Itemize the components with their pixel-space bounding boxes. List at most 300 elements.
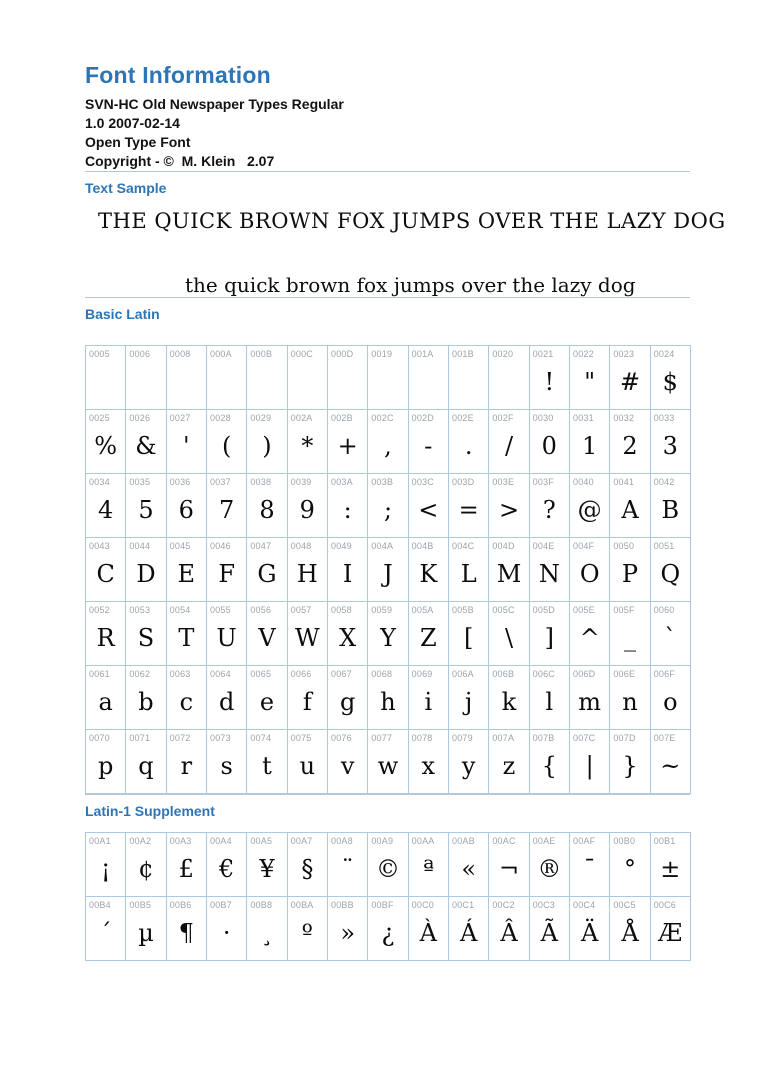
glyph-cell	[449, 346, 489, 410]
glyph: ´	[99, 918, 112, 947]
glyph: J	[383, 559, 393, 588]
glyph: `	[664, 623, 677, 652]
glyph: -	[424, 431, 433, 460]
glyph: p	[97, 751, 114, 780]
glyph-cell	[409, 410, 449, 474]
codepoint-label: 00B1	[653, 836, 676, 846]
glyph-cell	[409, 833, 449, 897]
codepoint-label: 0052	[89, 605, 110, 615]
glyph-cell	[328, 730, 368, 794]
glyph-cell	[247, 897, 287, 961]
glyph-cell	[86, 833, 126, 897]
codepoint-label: 007E	[653, 733, 676, 743]
glyph: ;	[383, 495, 393, 524]
glyph-cell	[368, 346, 408, 410]
glyph-cell	[86, 602, 126, 666]
glyph-cell	[651, 897, 691, 961]
glyph-cell	[368, 474, 408, 538]
glyph	[247, 360, 286, 409]
glyph: j	[464, 687, 473, 716]
glyph: W	[294, 623, 320, 652]
glyph-cell	[368, 602, 408, 666]
codepoint-label: 0038	[250, 477, 272, 487]
glyph: Ã	[540, 918, 558, 947]
glyph-cell	[610, 474, 650, 538]
glyph-cell	[328, 897, 368, 961]
codepoint-label: 0068	[371, 669, 393, 679]
codepoint-label: 00B8	[250, 900, 273, 910]
codepoint-label: 006D	[572, 669, 596, 679]
codepoint-label: 0039	[290, 477, 312, 487]
page-title: Font Information	[85, 62, 271, 88]
glyph: =	[458, 495, 479, 524]
codepoint-label: 0006	[129, 349, 151, 359]
glyph-cell	[247, 410, 287, 474]
codepoint-label: 0078	[411, 733, 433, 743]
glyph: .	[464, 431, 473, 460]
codepoint-label: 0027	[169, 413, 191, 423]
glyph: /	[504, 431, 514, 460]
codepoint-label: 00B7	[209, 900, 232, 910]
glyph-cell	[610, 833, 650, 897]
glyph-cell	[409, 897, 449, 961]
glyph: V	[258, 623, 276, 652]
glyph-cell	[530, 474, 570, 538]
codepoint-label: 0046	[209, 541, 231, 551]
codepoint-label: 002A	[290, 413, 313, 423]
codepoint-label: 0060	[653, 605, 675, 615]
glyph-cell	[570, 410, 610, 474]
glyph: F	[218, 559, 235, 588]
glyph-cell	[489, 897, 529, 961]
glyph: d	[218, 687, 235, 716]
glyph: ¨	[341, 854, 354, 883]
glyph-cell	[570, 833, 610, 897]
codepoint-label: 001A	[411, 349, 434, 359]
codepoint-label: 00AF	[572, 836, 596, 846]
codepoint-label: 007D	[613, 733, 636, 743]
codepoint-label: 0054	[169, 605, 191, 615]
glyph-cell	[449, 474, 489, 538]
glyph-cell	[409, 602, 449, 666]
codepoint-label: 00B6	[169, 900, 192, 910]
codepoint-label: 0074	[250, 733, 272, 743]
codepoint-label: 00AE	[532, 836, 556, 846]
codepoint-label: 0048	[290, 541, 312, 551]
glyph: O	[579, 559, 600, 588]
glyph: (	[221, 431, 232, 460]
glyph: $	[662, 367, 678, 396]
glyph: e	[259, 687, 275, 716]
codepoint-label: 0071	[129, 733, 151, 743]
glyph-cell	[530, 346, 570, 410]
glyph: ¢	[138, 854, 154, 883]
codepoint-label: 0024	[653, 349, 675, 359]
codepoint-label: 006B	[492, 669, 515, 679]
codepoint-label: 002B	[330, 413, 353, 423]
font-meta-block	[85, 95, 690, 171]
basic-latin-grid	[85, 345, 691, 794]
glyph-cell	[489, 410, 529, 474]
codepoint-label: 0025	[89, 413, 110, 423]
codepoint-label: 003E	[492, 477, 515, 487]
codepoint-label: 0063	[169, 669, 191, 679]
glyph-cell	[328, 410, 368, 474]
glyph-cell	[489, 833, 529, 897]
section-divider	[85, 297, 690, 298]
glyph: v	[340, 751, 355, 780]
glyph-cell	[449, 833, 489, 897]
glyph-cell	[126, 897, 166, 961]
glyph: C	[96, 559, 115, 588]
glyph-cell	[570, 474, 610, 538]
glyph: *	[301, 431, 314, 460]
glyph: §	[301, 854, 314, 883]
glyph-cell	[368, 410, 408, 474]
codepoint-label: 002E	[451, 413, 474, 423]
glyph-cell	[328, 346, 368, 410]
codepoint-label: 00C0	[411, 900, 434, 910]
codepoint-label: 000B	[250, 349, 273, 359]
codepoint-label: 0029	[250, 413, 272, 423]
glyph-cell	[207, 602, 247, 666]
glyph-cell	[207, 897, 247, 961]
codepoint-label: 00C3	[532, 900, 555, 910]
glyph-cell	[126, 602, 166, 666]
glyph: a	[98, 687, 113, 716]
glyph-cell	[449, 897, 489, 961]
glyph: º	[301, 918, 313, 947]
glyph: M	[496, 559, 522, 588]
glyph: 9	[299, 495, 315, 524]
codepoint-label: 00A7	[290, 836, 313, 846]
glyph: @	[577, 495, 602, 524]
glyph-cell	[651, 474, 691, 538]
glyph: ·	[222, 918, 231, 947]
codepoint-label: 0064	[209, 669, 231, 679]
glyph: U	[216, 623, 237, 652]
codepoint-label: 004E	[532, 541, 555, 551]
glyph	[449, 360, 488, 409]
glyph-cell	[530, 897, 570, 961]
glyph-cell	[409, 474, 449, 538]
section-heading-latin1-supplement: Latin-1 Supplement	[85, 803, 215, 819]
codepoint-label: 00C6	[653, 900, 676, 910]
glyph-cell	[126, 833, 166, 897]
glyph-cell	[288, 346, 328, 410]
codepoint-label: 0065	[250, 669, 272, 679]
glyph-cell	[167, 730, 207, 794]
glyph	[368, 360, 407, 409]
codepoint-label: 0032	[613, 413, 635, 423]
glyph: #	[619, 367, 641, 396]
codepoint-label: 00AB	[451, 836, 475, 846]
codepoint-label: 0042	[653, 477, 675, 487]
glyph: b	[138, 687, 154, 716]
glyph-cell	[167, 474, 207, 538]
codepoint-label: 00C4	[572, 900, 596, 910]
glyph-cell	[247, 730, 287, 794]
glyph: 7	[219, 495, 235, 524]
font-version: 1.0 2007-02-14	[85, 115, 180, 131]
glyph: 8	[259, 495, 275, 524]
codepoint-label: 000D	[330, 349, 354, 359]
glyph: 5	[138, 495, 154, 524]
glyph-cell	[167, 833, 207, 897]
glyph-cell	[328, 602, 368, 666]
glyph-cell	[167, 897, 207, 961]
glyph-cell	[449, 602, 489, 666]
codepoint-label: 0062	[129, 669, 151, 679]
glyph-cell	[207, 730, 247, 794]
glyph	[328, 360, 367, 409]
glyph-cell	[207, 474, 247, 538]
glyph-cell	[247, 538, 287, 602]
glyph-cell	[126, 538, 166, 602]
glyph: ¶	[178, 918, 194, 947]
glyph-cell	[247, 346, 287, 410]
glyph-cell	[328, 474, 368, 538]
codepoint-label: 00B5	[129, 900, 152, 910]
glyph-cell	[610, 602, 650, 666]
font-type: Open Type Font	[85, 134, 191, 150]
glyph-cell	[328, 538, 368, 602]
glyph: {	[541, 751, 557, 780]
codepoint-label: 006F	[653, 669, 675, 679]
glyph: ¸	[260, 918, 273, 947]
codepoint-label: 00AA	[411, 836, 435, 846]
glyph-cell	[368, 666, 408, 730]
glyph-cell	[126, 730, 166, 794]
glyph: \	[504, 623, 514, 652]
font-name: SVN-HC Old Newspaper Types Regular	[85, 96, 344, 112]
glyph: L	[460, 559, 477, 588]
glyph: ?	[542, 495, 556, 524]
glyph-cell	[610, 538, 650, 602]
glyph: %	[94, 431, 118, 460]
glyph-cell	[86, 538, 126, 602]
glyph-cell	[207, 410, 247, 474]
codepoint-label: 000C	[290, 349, 313, 359]
codepoint-label: 0008	[169, 349, 191, 359]
glyph: t	[262, 751, 272, 780]
glyph-cell	[651, 602, 691, 666]
sample-uppercase: THE QUICK BROWN FOX JUMPS OVER THE LAZY DOG	[98, 209, 726, 233]
glyph: :	[343, 495, 352, 524]
glyph: 4	[98, 495, 114, 524]
glyph: k	[501, 687, 517, 716]
glyph-cell	[368, 538, 408, 602]
glyph-cell	[288, 897, 328, 961]
glyph: X	[339, 623, 357, 652]
glyph-cell	[207, 833, 247, 897]
glyph: ¬	[498, 854, 520, 883]
glyph: Z	[419, 623, 437, 652]
glyph-cell	[126, 410, 166, 474]
glyph: _	[623, 623, 636, 652]
glyph: 0	[541, 431, 557, 460]
glyph-cell	[570, 666, 610, 730]
codepoint-label: 004D	[492, 541, 515, 551]
glyph-cell	[530, 666, 570, 730]
glyph: h	[380, 687, 396, 716]
codepoint-label: 0076	[330, 733, 352, 743]
codepoint-label: 005B	[451, 605, 474, 615]
glyph-cell	[489, 730, 529, 794]
glyph-cell	[86, 410, 126, 474]
codepoint-label: 0058	[330, 605, 352, 615]
codepoint-label: 0040	[572, 477, 594, 487]
codepoint-label: 00A8	[330, 836, 353, 846]
section-divider	[85, 171, 690, 172]
codepoint-label: 0050	[613, 541, 635, 551]
codepoint-label: 0075	[290, 733, 312, 743]
codepoint-label: 003F	[532, 477, 554, 487]
glyph-cell	[651, 346, 691, 410]
glyph-cell	[409, 346, 449, 410]
glyph-cell	[167, 538, 207, 602]
glyph: q	[138, 751, 154, 780]
codepoint-label: 005D	[532, 605, 555, 615]
glyph: f	[302, 687, 312, 716]
glyph	[86, 360, 125, 409]
latin1-supplement-grid	[85, 832, 691, 961]
glyph: ^	[579, 623, 600, 652]
glyph-cell	[449, 666, 489, 730]
codepoint-label: 0035	[129, 477, 151, 487]
glyph: Á	[459, 918, 478, 947]
codepoint-label: 0022	[572, 349, 594, 359]
glyph: ©	[375, 854, 400, 883]
codepoint-label: 0005	[89, 349, 110, 359]
codepoint-label: 005E	[572, 605, 595, 615]
glyph-cell	[368, 897, 408, 961]
codepoint-label: 0061	[89, 669, 110, 679]
glyph-cell	[651, 666, 691, 730]
glyph: A	[621, 495, 639, 524]
glyph-cell	[207, 538, 247, 602]
glyph: R	[96, 623, 115, 652]
glyph-cell	[610, 346, 650, 410]
glyph-cell	[288, 474, 328, 538]
codepoint-label: 0034	[89, 477, 110, 487]
glyph-cell	[288, 602, 328, 666]
glyph: )	[262, 431, 272, 460]
codepoint-label: 0055	[209, 605, 231, 615]
codepoint-label: 00AC	[492, 836, 516, 846]
codepoint-label: 0023	[613, 349, 635, 359]
glyph: m	[578, 687, 602, 716]
codepoint-label: 00A1	[89, 836, 111, 846]
glyph: Ä	[580, 918, 599, 947]
codepoint-label: 0043	[89, 541, 110, 551]
glyph: ¯	[583, 854, 596, 883]
glyph: 2	[622, 431, 638, 460]
glyph: ¥	[259, 854, 275, 883]
glyph-cell	[610, 410, 650, 474]
glyph-cell	[328, 833, 368, 897]
glyph: H	[296, 559, 318, 588]
glyph-cell	[570, 897, 610, 961]
glyph: ®	[537, 854, 562, 883]
glyph-cell	[207, 346, 247, 410]
codepoint-label: 002C	[371, 413, 394, 423]
glyph	[288, 360, 327, 409]
codepoint-label: 006A	[451, 669, 474, 679]
codepoint-label: 0041	[613, 477, 635, 487]
glyph: E	[177, 559, 196, 588]
glyph: i	[424, 687, 433, 716]
glyph-cell	[86, 666, 126, 730]
codepoint-label: 005A	[411, 605, 434, 615]
codepoint-label: 00A3	[169, 836, 192, 846]
codepoint-label: 004C	[451, 541, 475, 551]
glyph	[167, 360, 206, 409]
codepoint-label: 002D	[411, 413, 434, 423]
glyph: [	[463, 623, 474, 652]
glyph-cell	[530, 833, 570, 897]
glyph: ~	[660, 751, 681, 780]
glyph: Â	[500, 918, 518, 947]
codepoint-label: 0059	[371, 605, 393, 615]
glyph	[489, 360, 528, 409]
codepoint-label: 0026	[129, 413, 151, 423]
codepoint-label: 007A	[492, 733, 515, 743]
glyph-cell	[449, 538, 489, 602]
glyph: Y	[380, 623, 396, 652]
glyph-cell	[449, 730, 489, 794]
glyph-cell	[610, 897, 650, 961]
glyph-cell	[489, 602, 529, 666]
glyph-cell	[570, 346, 610, 410]
glyph: ,	[384, 431, 392, 460]
glyph: ª	[422, 854, 435, 883]
glyph: ]	[544, 623, 554, 652]
codepoint-label: 0036	[169, 477, 191, 487]
glyph-cell	[167, 410, 207, 474]
glyph-cell	[247, 833, 287, 897]
glyph: z	[502, 751, 516, 780]
codepoint-label: 00BF	[371, 900, 394, 910]
glyph-cell	[247, 474, 287, 538]
glyph-cell	[288, 666, 328, 730]
glyph: €	[219, 854, 235, 883]
glyph-cell	[126, 346, 166, 410]
codepoint-label: 0066	[290, 669, 312, 679]
codepoint-label: 006E	[613, 669, 636, 679]
codepoint-label: 004A	[371, 541, 394, 551]
glyph-cell	[651, 833, 691, 897]
codepoint-label: 00A5	[250, 836, 273, 846]
glyph-cell	[530, 538, 570, 602]
glyph: µ	[138, 918, 154, 947]
glyph: ¿	[381, 918, 395, 947]
glyph: >	[498, 495, 520, 524]
glyph: ¡	[100, 854, 111, 883]
glyph-cell	[368, 730, 408, 794]
glyph: s	[220, 751, 233, 780]
glyph-cell	[489, 538, 529, 602]
codepoint-label: 0037	[209, 477, 231, 487]
codepoint-label: 001B	[451, 349, 474, 359]
glyph: w	[377, 751, 399, 780]
glyph-cell	[288, 730, 328, 794]
codepoint-label: 0057	[290, 605, 312, 615]
codepoint-label: 0030	[532, 413, 554, 423]
codepoint-label: 0021	[532, 349, 554, 359]
glyph: u	[299, 751, 316, 780]
glyph: £	[178, 854, 194, 883]
